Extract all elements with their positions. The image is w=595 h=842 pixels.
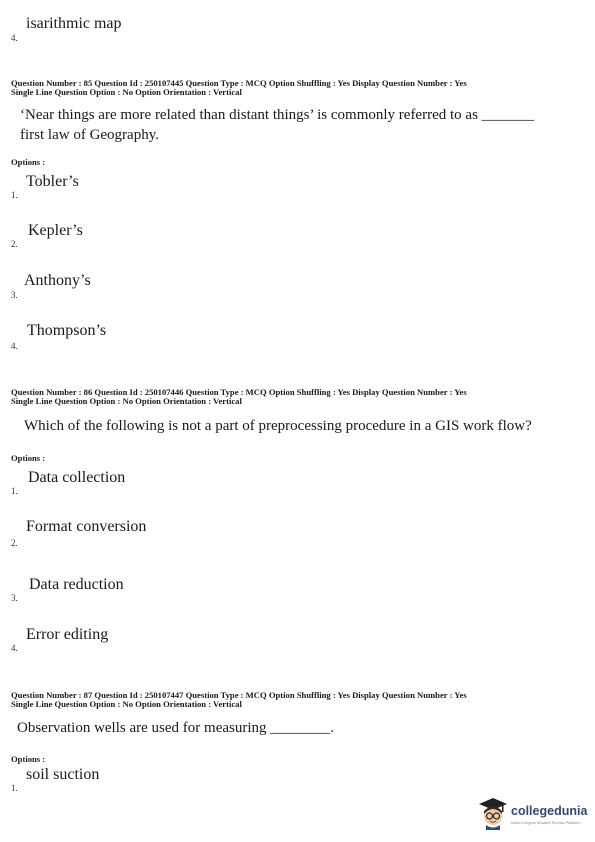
logo-wordmark: collegedunia xyxy=(511,804,588,818)
option-text[interactable]: Anthony’s xyxy=(24,272,91,289)
question-meta-line2: Single Line Question Option : No Option Orientation : Vertical xyxy=(11,87,242,97)
option-number: 1. xyxy=(11,486,18,496)
option-number: 1. xyxy=(11,783,18,793)
option-text[interactable]: Format conversion xyxy=(26,518,147,535)
option-text[interactable]: Error editing xyxy=(26,626,109,643)
options-label: Options : xyxy=(11,453,46,463)
option-number: 4. xyxy=(11,341,18,351)
options-label: Options : xyxy=(11,157,46,167)
option-number: 3. xyxy=(11,593,18,603)
question-meta-line2: Single Line Question Option : No Option Orientation : Vertical xyxy=(11,396,242,406)
collegedunia-logo xyxy=(478,796,590,832)
option-text[interactable]: Thompson’s xyxy=(27,322,107,339)
question-text-line2: first law of Geography. xyxy=(20,127,159,143)
question-meta-line1: Question Number : 85 Question Id : 250107445 Question Type : MCQ Option Shuffling : Yes Display Question Number : Yes xyxy=(11,78,467,88)
logo-tagline: India's largest Student Review Platform xyxy=(511,820,581,825)
option-text[interactable]: Tobler’s xyxy=(26,173,79,190)
option-number: 1. xyxy=(11,190,18,200)
question-meta-line1: Question Number : 86 Question Id : 250107446 Question Type : MCQ Option Shuffling : Yes Display Question Number : Yes xyxy=(11,387,467,397)
question-text: Observation wells are used for measuring ________. xyxy=(17,720,335,736)
graduate-mascot-icon xyxy=(478,796,508,830)
option-text[interactable]: Data collection xyxy=(28,469,126,486)
option-number: 2. xyxy=(11,538,18,548)
question-text: Which of the following is not a part of preprocessing procedure in a GIS work flow? xyxy=(24,418,532,434)
question-meta-line1: Question Number : 87 Question Id : 250107447 Question Type : MCQ Option Shuffling : Yes Display Question Number : Yes xyxy=(11,690,467,700)
option-text[interactable]: soil suction xyxy=(26,766,100,783)
option-text: isarithmic map xyxy=(26,15,122,32)
question-meta-line2: Single Line Question Option : No Option Orientation : Vertical xyxy=(11,699,242,709)
options-label: Options : xyxy=(11,754,46,764)
option-text[interactable]: Data reduction xyxy=(29,576,124,593)
option-number: 4. xyxy=(11,33,18,43)
question-text: ‘Near things are more related than distant things’ is commonly referred to as _______ xyxy=(20,107,535,123)
option-number: 4. xyxy=(11,643,18,653)
option-number: 3. xyxy=(11,290,18,300)
option-number: 2. xyxy=(11,239,18,249)
option-text[interactable]: Kepler’s xyxy=(28,222,83,239)
